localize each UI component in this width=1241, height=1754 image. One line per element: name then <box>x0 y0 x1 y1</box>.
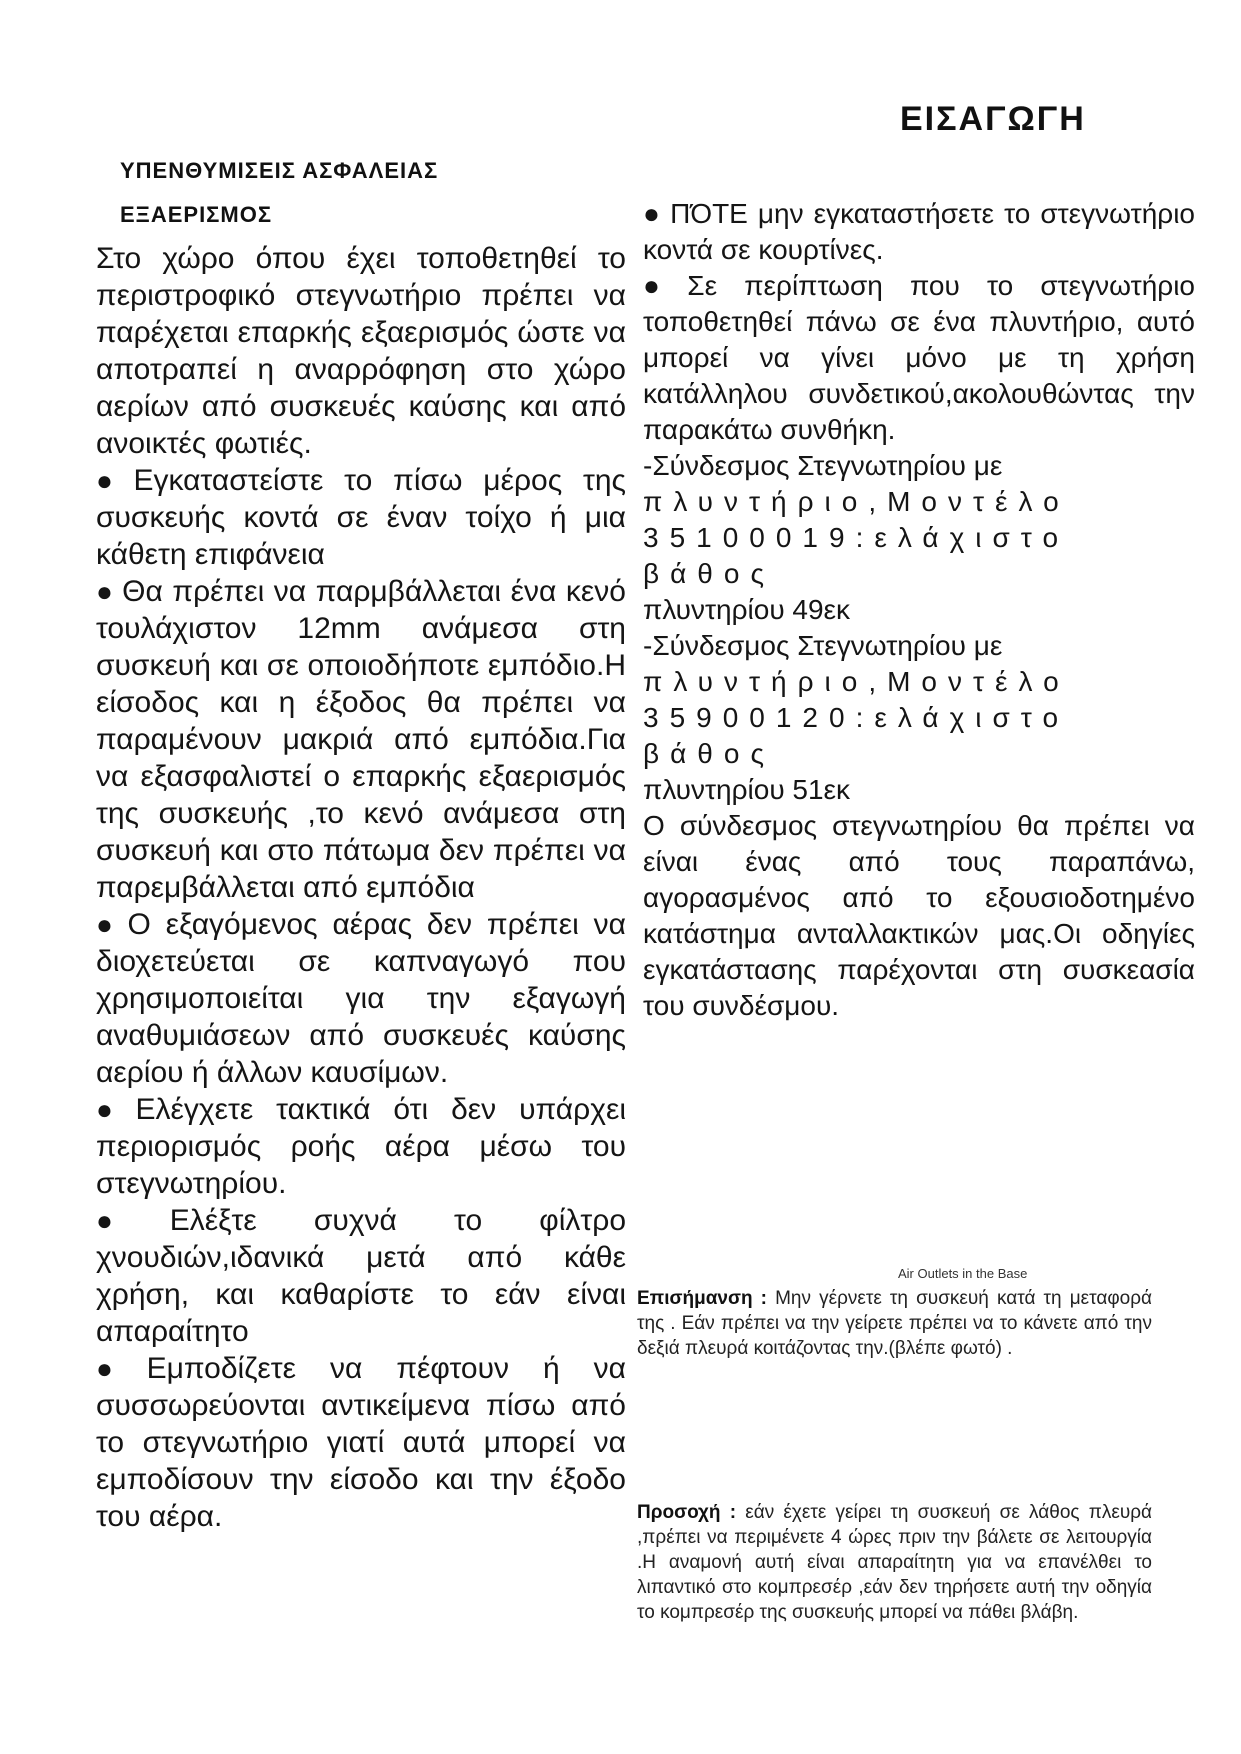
list-item: ● Ελέξτε συχνά το φίλτρο χνουδιών,ιδανικά μετά από κάθε χρήση, και καθαρίστε το εάν είναι απαραίτητο <box>96 1204 626 1348</box>
notice-label: Επισήμανση : <box>637 1288 767 1309</box>
ventilation-heading: ΕΞΑΕΡΙΣΜΟΣ <box>120 202 273 227</box>
bullet-icon: ● <box>96 1353 139 1384</box>
safety-heading: ΥΠΕΝΘΥΜΙΣΕΙΣ ΑΣΦΑΛΕΙΑΣ <box>120 158 439 183</box>
caution-text: εάν έχετε γείρει τη συσκευή σε λάθος πλευρά ,πρέπει να περιμένετε 4 ώρες πριν την βάλετε σε λειτουργία .Η αναμονή αυτή είναι απαραίτητη για να επανέλθει το λιπαντικό στο κομπρεσέρ ,εάν δεν τηρήσετε αυτή την οδηγία το κομπρεσέρ της συσκευής μπορεί να πάθει βλάβη. <box>637 1502 1152 1623</box>
intro-paragraph: Στο χώρο όπου έχει τοποθετηθεί το περιστροφικό στεγνωτήριο πρέπει να παρέχεται επαρκής εξαερισμός ώστε να αποτραπεί η αναρρόφηση στο χώρο αερίων από συσκευές καύσης και από ανοικτές φωτιές. <box>96 242 626 460</box>
right-column <box>643 196 1195 1024</box>
left-column <box>96 240 626 1535</box>
model-2-line: 35900120:ελάχιστο βάθος <box>643 702 1070 769</box>
page-title: ΕΙΣΑΓΩΓΗ <box>900 100 1086 138</box>
list-item: ● ΠΌΤΕ μην εγκαταστήσετε το στεγνωτήριο κοντά σε κουρτίνες. <box>643 198 1195 265</box>
list-item: ● Σε περίπτωση που το στεγνωτήριο τοποθετηθεί πάνω σε ένα πλυντήριο, αυτό μπορεί να γίνει μόνο με τη χρήση κατάλληλου συνδετικού,ακολουθώντας την παρακάτω συνθήκη. <box>643 270 1195 445</box>
model-1-line: πλυντηρίου 49εκ <box>643 594 851 625</box>
model-1-line: πλυντήριο,Μοντέλο <box>643 486 1070 517</box>
model-2-line: -Σύνδεσμος Στεγνωτηρίου με <box>643 630 1003 661</box>
model-1-line: 35100019:ελάχιστο βάθος <box>643 522 1070 589</box>
bullet-icon: ● <box>96 1094 128 1125</box>
model-2-line: πλυντηρίου 51εκ <box>643 774 851 805</box>
bullet-icon: ● <box>96 576 115 607</box>
bullet-icon: ● <box>643 270 680 301</box>
list-item: ● Ελέγχετε τακτικά ότι δεν υπάρχει περιορισμός ροής αέρα μέσω του στεγνωτηρίου. <box>96 1093 626 1200</box>
bullet-icon: ● <box>96 909 120 940</box>
list-item: ● Εμποδίζετε να πέφτουν ή να συσσωρεύονται αντικείμενα πίσω από το στεγνωτήριο γιατί αυτά μπορεί να εμποδίσουν την είσοδο και την έξοδο του αέρα. <box>96 1352 626 1533</box>
connector-note: Ο σύνδεσμος στεγνωτηρίου θα πρέπει να είναι ένας από τους παραπάνω, αγορασμένος από το εξουσιοδοτημένο κατάστημα ανταλλακτικών μας.Οι οδηγίες εγκατάστασης παρέχονται στη συσκεασία του συνδέσμου. <box>643 810 1195 1021</box>
bullet-icon: ● <box>96 1205 162 1236</box>
list-item: ● Θα πρέπει να παρμβάλλεται ένα κενό τουλάχιστον 12mm ανάμεσα στη συσκευή και σε οποιοδήποτε εμπόδιο.Η είσοδος και η έξοδος θα πρέπει να παραμένουν μακριά από εμπόδια.Για να εξασφαλιστεί ο επαρκής εξαερισμός της συσκευής ,το κενό ανάμεσα στη συσκευή και στο πάτωμα δεν πρέπει να παρεμβάλλεται από εμπόδια <box>96 575 626 904</box>
list-item: ● Ο εξαγόμενος αέρας δεν πρέπει να διοχετεύεται σε καπναγωγό που χρησιμοποιείται για την εξαγωγή αναθυμιάσεων από συσκευές καύσης αερίου ή άλλων καυσίμων. <box>96 908 627 1089</box>
bullet-icon: ● <box>643 198 663 229</box>
caution-label: Προσοχή : <box>637 1502 737 1523</box>
caution-box <box>637 1500 1152 1625</box>
notice-box <box>637 1286 1152 1361</box>
list-item: ● Εγκαταστείστε το πίσω μέρος της συσκευής κοντά σε έναν τοίχο ή μια κάθετη επιφάνεια <box>96 464 627 571</box>
figure-caption: Air Outlets in the Base <box>898 1266 1028 1281</box>
notice-text: Μην γέρνετε τη συσκευή κατά τη μεταφορά της . Εάν πρέπει να την γείρετε πρέπει να το κάνετε από την δεξιά πλευρά κοιτάζοντας την.(βλέπε φωτό) . <box>637 1288 1153 1359</box>
bullet-icon: ● <box>96 465 126 496</box>
model-2-line: πλυντήριο,Μοντέλο <box>643 666 1070 697</box>
model-1-line: -Σύνδεσμος Στεγνωτηρίου με <box>643 450 1003 481</box>
